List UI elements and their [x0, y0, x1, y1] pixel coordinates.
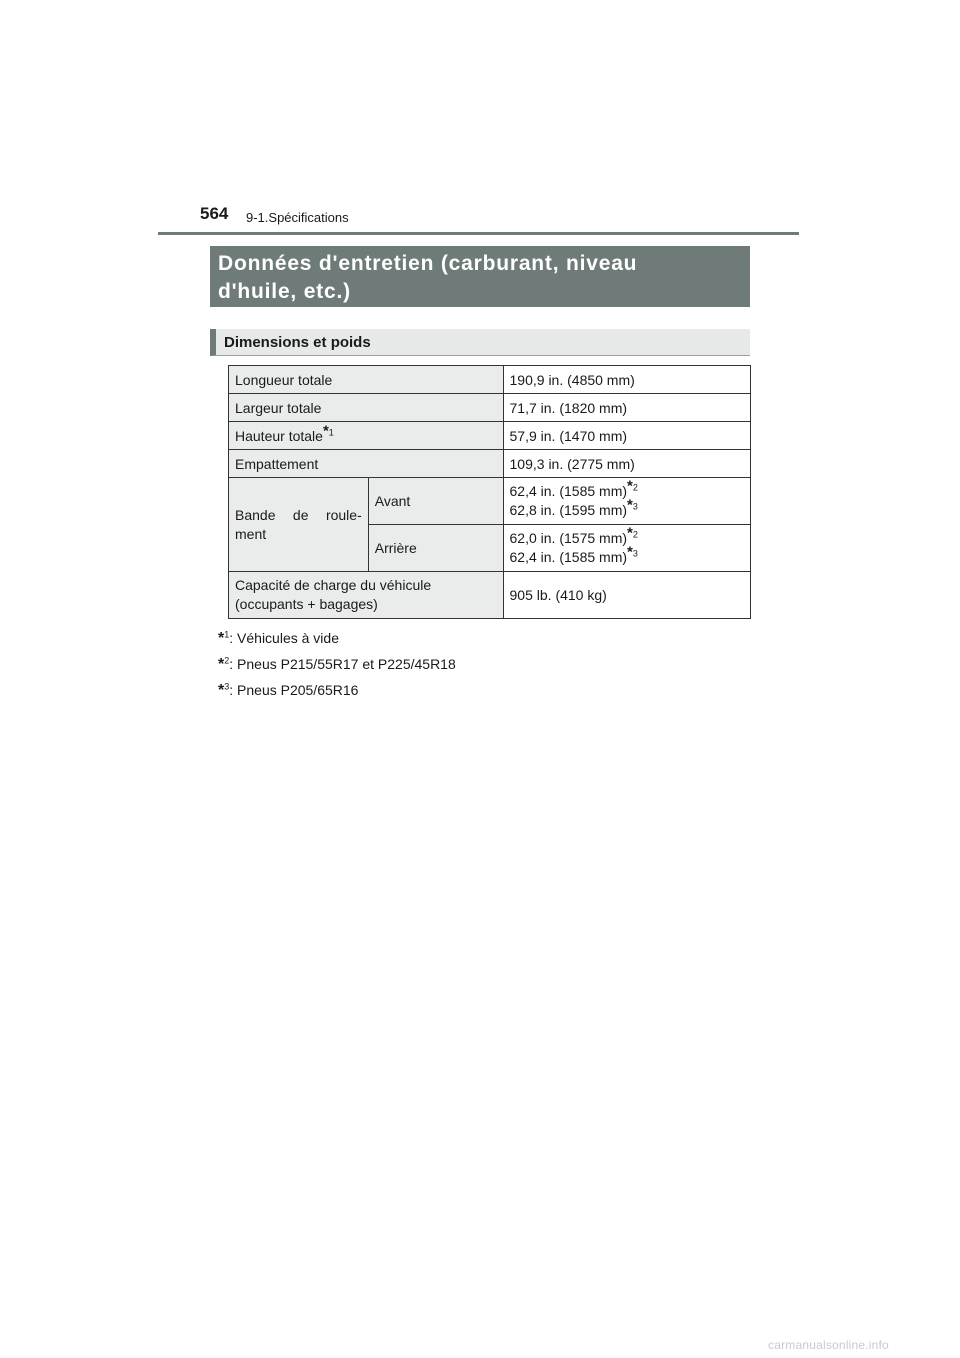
wheelbase-label: Empattement — [229, 450, 504, 478]
height-value: 57,9 in. (1470 mm) — [503, 422, 750, 450]
length-label: Longueur totale — [229, 366, 504, 394]
rear-ref-1: 2 — [632, 529, 638, 540]
rear-ref-2: 3 — [632, 548, 638, 559]
front-label: Avant — [368, 478, 503, 525]
width-value: 71,7 in. (1820 mm) — [503, 394, 750, 422]
subsection-title: Dimensions et poids — [210, 329, 750, 356]
table-row — [229, 394, 751, 422]
footnote-star: * — [218, 682, 225, 699]
chapter-title: 9-1.Spécifications — [246, 210, 349, 225]
tread-label-line-2: ment — [235, 525, 267, 542]
footnotes — [218, 627, 456, 705]
rear-value-cell — [503, 525, 750, 572]
footnote-number: 3 — [224, 681, 230, 692]
footnote-star: * — [218, 656, 225, 673]
capacity-value: 905 lb. (410 kg) — [503, 572, 750, 619]
footnote-item — [218, 653, 456, 679]
dimensions-table — [228, 365, 751, 619]
watermark: carmanualsonline.info — [768, 1338, 889, 1352]
length-value: 190,9 in. (4850 mm) — [503, 366, 750, 394]
section-title-line-1: Données d'entretien (carburant, niveau — [218, 252, 638, 275]
front-value-cell — [503, 478, 750, 525]
front-value-1: 62,4 in. (1585 mm) — [509, 483, 628, 499]
footnote-star: * — [627, 543, 633, 561]
footnote-text: : Véhicules à vide — [229, 630, 339, 646]
footnote-star: * — [322, 421, 329, 439]
table-row — [229, 366, 751, 394]
footnote-item — [218, 679, 456, 705]
width-label: Largeur totale — [229, 394, 504, 422]
table-row — [229, 450, 751, 478]
tread-label-line-1: Bande de roule- — [235, 506, 362, 523]
footnote-item — [218, 627, 456, 653]
height-label: Hauteur totale — [235, 427, 323, 444]
capacity-label-line-2: (occupants + bagages) — [235, 596, 378, 612]
front-value-2: 62,8 in. (1595 mm) — [509, 502, 628, 518]
table-row — [229, 572, 751, 619]
rear-value-2: 62,4 in. (1585 mm) — [509, 549, 628, 565]
section-title-line-2: d'huile, etc.) — [218, 280, 351, 303]
height-footnote-ref: 1 — [328, 426, 334, 437]
section-title — [210, 246, 750, 307]
rear-value-1: 62,0 in. (1575 mm) — [509, 530, 628, 546]
footnote-text: : Pneus P205/65R16 — [229, 682, 359, 698]
footnote-star: * — [218, 630, 225, 647]
rear-label: Arrière — [368, 525, 503, 572]
footnote-number: 2 — [224, 655, 230, 666]
footnote-star: * — [627, 496, 633, 514]
capacity-label-cell — [229, 572, 504, 619]
table-row — [229, 478, 751, 525]
footnote-text: : Pneus P215/55R17 et P225/45R18 — [229, 656, 456, 672]
capacity-label-line-1: Capacité de charge du véhicule — [235, 577, 432, 593]
footnote-star: * — [627, 477, 633, 495]
height-label-cell — [229, 422, 504, 450]
table-row — [229, 422, 751, 450]
footnote-star: * — [627, 524, 633, 542]
front-ref-1: 2 — [632, 482, 638, 493]
page-number: 564 — [200, 204, 229, 223]
wheelbase-value: 109,3 in. (2775 mm) — [503, 450, 750, 478]
front-ref-2: 3 — [632, 501, 638, 512]
tread-label-cell — [229, 478, 369, 572]
footnote-number: 1 — [224, 629, 230, 640]
header-rule — [158, 232, 799, 235]
